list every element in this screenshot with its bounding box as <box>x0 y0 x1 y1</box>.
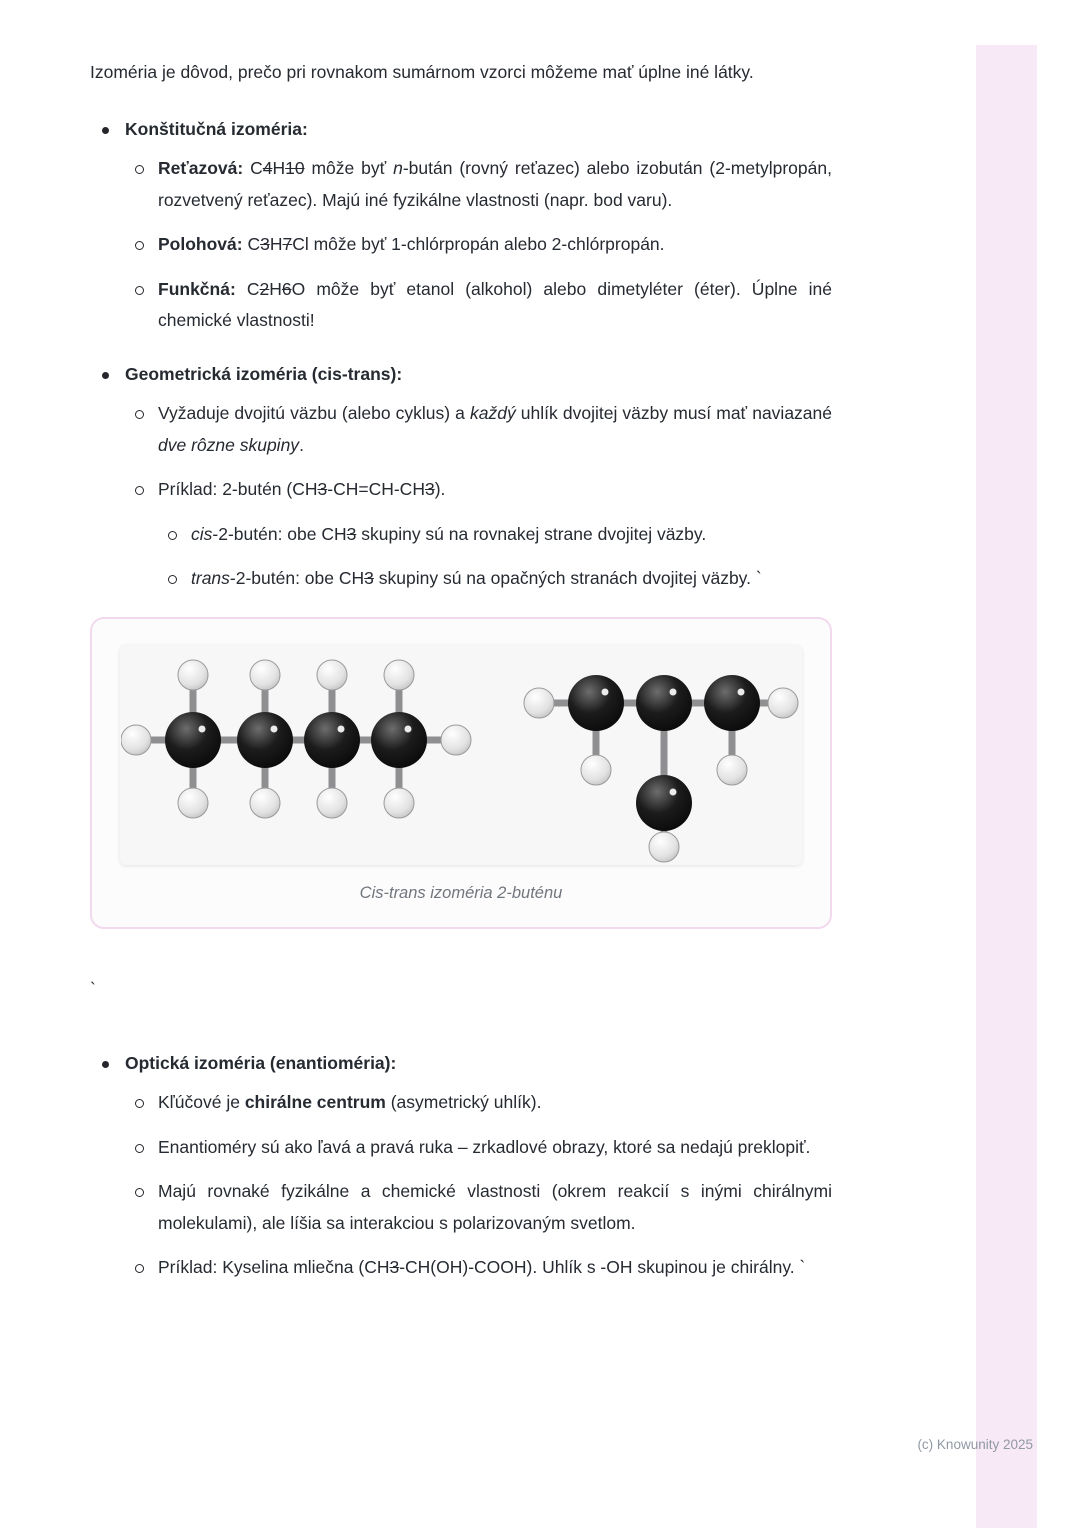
intro-paragraph: Izoméria je dôvod, prečo pri rovnakom sumárnom vzorci môžeme mať úplne iné látky. <box>90 62 754 82</box>
list-item-text: Majú rovnaké fyzikálne a chemické vlastnosti (okrem reakcií s inými chirálnymi molekulami), ale líšia sa interakciou s polarizovaným svetlom. <box>158 1181 832 1233</box>
circle-bullet-icon <box>135 286 144 295</box>
section-opticka <box>90 1048 832 1284</box>
list-item-text: Reťazová: C4H10 môže byť n-bután (rovný reťazec) alebo izobután (2-metylpropán, rozvetvený reťazec). Majú iné fyzikálne vlastnosti (napr. bod varu). <box>158 158 832 210</box>
list-item-text: Vyžaduje dvojitú väzbu (alebo cyklus) a každý uhlík dvojitej väzby musí mať naviazané dve rôzne skupiny. <box>158 403 832 455</box>
list-item-text: Polohová: C3H7Cl môže byť 1-chlórpropán alebo 2-chlórpropán. <box>158 234 665 254</box>
section-title: Konštitučná izoméria: <box>125 118 308 139</box>
outline-list-bottom <box>90 1048 832 1284</box>
list-item-trans <box>158 563 832 595</box>
circle-bullet-icon <box>135 241 144 250</box>
figure-cis-trans <box>90 617 832 930</box>
list-item-text: cis-2-butén: obe CH3 skupiny sú na rovnakej strane dvojitej väzby. <box>191 523 707 544</box>
disc-bullet-icon <box>102 372 109 379</box>
list-item-polohova <box>125 229 832 261</box>
list-item-podmienka <box>125 398 832 461</box>
side-accent-strip <box>976 45 1037 1528</box>
circle-bullet-icon <box>168 531 177 540</box>
list-item-funkcna <box>125 274 832 337</box>
list-item-priklad-mliecna <box>125 1252 832 1284</box>
circle-bullet-icon <box>135 486 144 495</box>
circle-bullet-icon <box>135 165 144 174</box>
circle-bullet-icon <box>135 1188 144 1197</box>
disc-bullet-icon <box>102 127 109 134</box>
list-item-text: Funkčná: C2H6O môže byť etanol (alkohol) alebo dimetyléter (éter). Úplne iné chemické vlastnosti! <box>158 278 832 330</box>
list-item-text: Enantioméry sú ako ľavá a pravá ruka – zrkadlové obrazy, ktoré sa nedajú preklopiť. <box>158 1136 811 1157</box>
document-content <box>90 0 832 1306</box>
list-item-text: Príklad: Kyselina mliečna (CH3-CH(OH)-COOH). Uhlík s -OH skupinou je chirálny. ` <box>158 1257 806 1278</box>
molecule-image <box>120 645 802 865</box>
cis-2-butene-model <box>524 675 798 862</box>
list-item-text: Kľúčové je chirálne centrum (asymetrický uhlík). <box>158 1092 542 1113</box>
list-item-text: Príklad: 2-butén (CH3-CH=CH-CH3). <box>158 479 446 499</box>
list-item-text: trans-2-butén: obe CH3 skupiny sú na opačných stranách dvojitej väzby. ` <box>191 568 762 588</box>
geometricka-sublist <box>125 398 832 595</box>
circle-bullet-icon <box>168 575 177 584</box>
konstitucna-sublist <box>125 153 832 337</box>
circle-bullet-icon <box>135 1099 144 1108</box>
list-item-vlastnosti <box>125 1176 832 1239</box>
list-item-priklad-buten <box>125 474 832 595</box>
list-item-chiralne <box>125 1087 832 1119</box>
molecule-diagram <box>121 645 801 865</box>
circle-bullet-icon <box>135 410 144 419</box>
circle-bullet-icon <box>135 1264 144 1273</box>
stray-backtick: ` <box>90 979 96 1000</box>
buten-sublist <box>158 519 832 595</box>
copyright-note: (c) Knowunity 2025 <box>917 1437 1033 1452</box>
section-geometricka <box>90 359 832 595</box>
section-konstitucna <box>90 114 832 337</box>
figure-caption: Cis-trans izoméria 2-buténu <box>359 883 563 902</box>
section-title: Geometrická izoméria (cis-trans): <box>125 363 403 384</box>
circle-bullet-icon <box>135 1144 144 1153</box>
outline-list-top <box>90 114 832 595</box>
list-item-retazova <box>125 153 832 216</box>
list-item-cis <box>158 519 832 551</box>
list-item-ruky <box>125 1132 832 1164</box>
disc-bullet-icon <box>102 1061 109 1068</box>
section-title: Optická izoméria (enantioméria): <box>125 1052 397 1073</box>
trans-2-butene-model <box>121 660 471 818</box>
opticka-sublist <box>125 1087 832 1284</box>
